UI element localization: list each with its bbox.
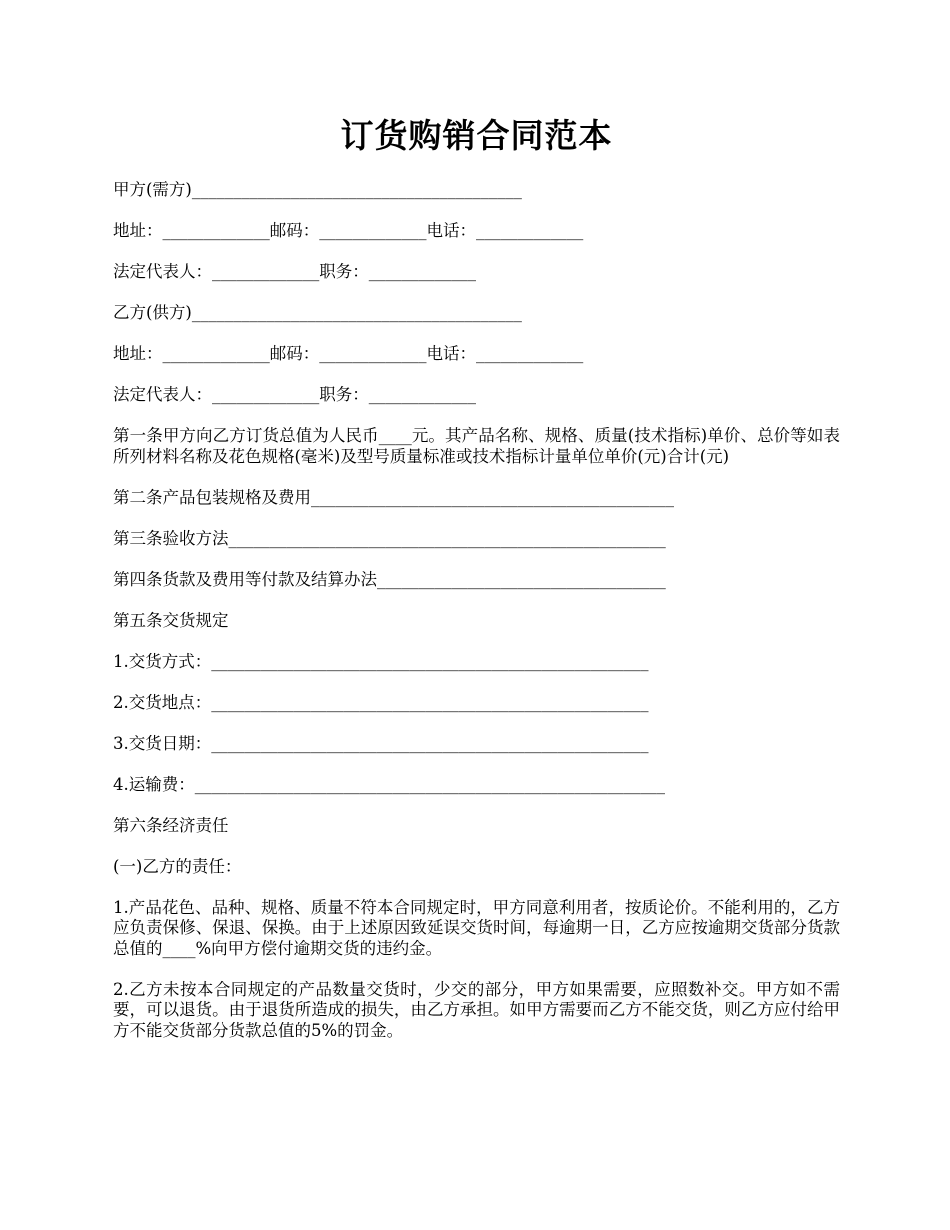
transport-fee: 4.运输费：_________________________________________________________ [113,774,665,794]
party-b-representative: 法定代表人：_____________职务：_____________ [113,385,476,404]
delivery-date: 3.交货日期：_____________________________________________________ [113,733,649,753]
article-5-heading: 第五条交货规定 [113,610,229,630]
party-a-representative: 法定代表人：_____________职务：_____________ [113,262,476,281]
responsibility-item-1: 1.产品花色、品种、规格、质量不符本合同规定时，甲方同意利用者，按质论价。不能利用的，乙方应负责保修、保退、保换。由于上述原因致延误交货时间，每逾期一日，乙方应按逾期交货部分货款总值的____%向甲方偿付逾期交货的违约金。 [113,897,840,958]
article-6-heading: 第六条经济责任 [113,815,229,835]
article-2: 第二条产品包装规格及费用____________________________________________ [113,487,674,507]
party-a-name: 甲方(需方)________________________________________ [113,180,522,199]
party-b-address: 地址：_____________邮码：_____________电话：_____________ [113,344,584,363]
party-a-address: 地址：_____________邮码：_____________电话：_____________ [113,221,584,240]
party-b-responsibility-heading: (一)乙方的责任： [113,856,242,876]
party-b-name: 乙方(供方)________________________________________ [113,303,522,322]
document-page [113,112,840,1062]
article-3: 第三条验收方法_____________________________________________________ [113,528,666,548]
document-title: 订货购销合同范本 [340,116,613,155]
delivery-method: 1.交货方式：_____________________________________________________ [113,651,649,671]
delivery-location: 2.交货地点：_____________________________________________________ [113,692,649,712]
article-1: 第一条甲方向乙方订货总值为人民币____元。其产品名称、规格、质量(技术指标)单价、总价等如表所列材料名称及花色规格(毫米)及型号质量标准或技术指标计量单位单价(元)合计(元) [113,426,840,466]
responsibility-item-2: 2.乙方未按本合同规定的产品数量交货时，少交的部分，甲方如果需要，应照数补交。甲方如不需要，可以退货。由于退货所造成的损失，由乙方承担。如甲方需要而乙方不能交货，则乙方应付给甲方不能交货部分货款总值的5%的罚金。 [113,979,840,1040]
article-4: 第四条货款及费用等付款及结算办法___________________________________ [113,569,666,589]
